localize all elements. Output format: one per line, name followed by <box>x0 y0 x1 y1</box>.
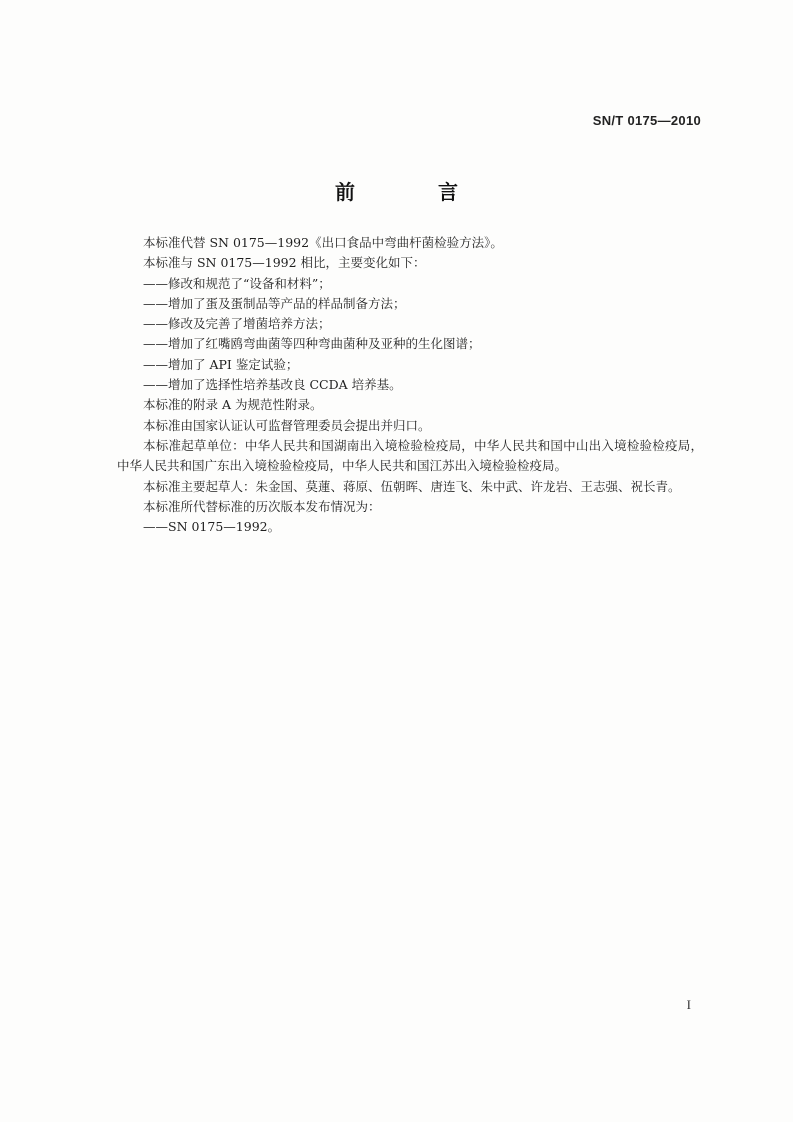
paragraph-drafting-units: 本标准起草单位：中华人民共和国湖南出入境检验检疫局，中华人民共和国中山出入境检验检疫局，中华人民共和国广东出入境检验检疫局，中华人民共和国江苏出入境检验检疫局。 <box>117 437 703 474</box>
list-item-change: ——增加了蛋及蛋制品等产品的样品制备方法； <box>143 295 406 311</box>
foreword-body <box>117 233 703 537</box>
list-item-history: ——SN 0175—1992。 <box>143 519 281 535</box>
list-item-change: ——增加了选择性培养基改良 CCDA 培养基。 <box>143 377 402 393</box>
list-item-change: ——增加了 API 鉴定试验； <box>143 356 299 372</box>
list-item-change: ——增加了红嘴鸥弯曲菌等四种弯曲菌种及亚种的生化图谱； <box>143 336 481 352</box>
standard-code: SN/T 0175—2010 <box>592 113 701 128</box>
list-item-change: ——修改和规范了“设备和材料”； <box>143 275 331 291</box>
paragraph-appendix: 本标准的附录 A 为规范性附录。 <box>143 397 323 413</box>
paragraph-history-intro: 本标准所代替标准的历次版本发布情况为： <box>143 498 381 514</box>
paragraph-replaces: 本标准代替 SN 0175—1992《出口食品中弯曲杆菌检验方法》。 <box>143 235 503 250</box>
list-item-change: ——修改及完善了增菌培养方法； <box>143 316 331 332</box>
paragraph-proposer: 本标准由国家认证认可监督管理委员会提出并归口。 <box>143 417 431 433</box>
page-title: 前 言 <box>335 180 496 204</box>
paragraph-drafters: 本标准主要起草人：朱金国、莫蓮、蒋原、伍朝晖、唐连飞、朱中武、许龙岩、王志强、祝长青。 <box>143 478 681 494</box>
page-number: I <box>686 997 691 1012</box>
paragraph-changes-intro: 本标准与 SN 0175—1992 相比，主要变化如下： <box>143 255 426 271</box>
